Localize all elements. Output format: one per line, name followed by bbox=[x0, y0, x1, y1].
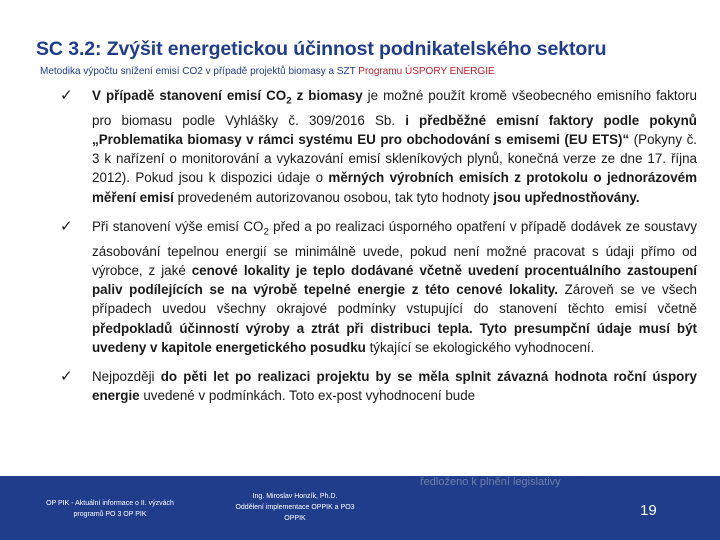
bullet-text-segment: předpokladů účinností výroby a ztrát při distribuci tepla. Tyto presumpční údaje musí být uvedeny v kapitole energetického posudku bbox=[92, 320, 697, 355]
bullet-text-segment: z biomasy bbox=[291, 88, 363, 103]
footer-author-name: Ing. Miroslav Honzík, Ph.D. bbox=[252, 493, 338, 500]
bullet-text-segment: Zároveň se ve všech případech uvedou všechny okrajové podmínky vstupující do stanovení těchto emisí včetně bbox=[92, 282, 697, 317]
bullet-text-segment: uvedené v podmínkách. Toto ex-post vyhodnocení bude bbox=[139, 388, 476, 404]
checkmark-icon: ✓ bbox=[60, 366, 73, 385]
footer-overflow-text: ředloženo k plnění legislativy bbox=[420, 476, 561, 488]
bullet-item bbox=[60, 86, 697, 207]
bullet-item bbox=[60, 367, 697, 407]
footer-author-info bbox=[215, 491, 375, 524]
slide-subtitle bbox=[40, 66, 495, 77]
footer-program: OPPIK bbox=[284, 515, 306, 522]
bullet-text-segment: provedeném autorizovanou osobou, tak tyto hodnoty bbox=[173, 189, 494, 205]
bullet-text-segment: i předběžné emisní faktory podle pokynů „Problematika biomasy v rámci systému EU pro obchodování s emisemi (EU ETS)“ bbox=[92, 112, 697, 148]
checkmark-icon: ✓ bbox=[60, 86, 73, 104]
bullet-text-segment: V případě stanovení emisí CO bbox=[92, 88, 287, 103]
bullet-text-segment: (Pokyny č. 3 k nařízení o monitorování a vykazování emisí skleníkových plynů, konečná verze ze dne 17. října 2012). Pokud jsou k dispozici údaje o bbox=[92, 132, 697, 186]
slide-title: SC 3.2: Zvýšit energetickou účinnost podnikatelského sektoru bbox=[36, 38, 607, 60]
bullet-item bbox=[60, 217, 697, 357]
bullet-text-segment: jsou upřednostňovány. bbox=[493, 189, 640, 205]
footer-left-line2: programů PO 3 OP PIK bbox=[73, 511, 147, 518]
bullet-text bbox=[92, 369, 697, 403]
bullet-text-segment: týkající se ekologického vyhodnocení. bbox=[365, 339, 595, 355]
bullet-text-segment: Nejpozději bbox=[92, 368, 161, 384]
subtitle-accent: Programu ÚSPORY ENERGIE bbox=[358, 66, 495, 77]
bullet-text-segment: 2 bbox=[286, 95, 292, 107]
footer-left-line1: OP PIK - Aktuální informace o II. výzvách bbox=[46, 500, 174, 507]
page-number: 19 bbox=[640, 502, 657, 519]
footer-department: Oddělení implementace OPPIK a PO3 bbox=[235, 504, 355, 511]
bullet-text-segment: cenové lokality je teplo dodávané včetně uvedení procentuálního zastoupení paliv podílejících se na výrobě tepelné energie z této cenové lokality. bbox=[92, 262, 697, 298]
bullet-text bbox=[92, 88, 697, 205]
bullet-text-segment: 2 bbox=[263, 226, 269, 238]
footer-presentation-info bbox=[10, 498, 210, 520]
checkmark-icon: ✓ bbox=[60, 216, 73, 235]
bullet-text-segment: do pěti let po realizaci projektu by se měla splnit závazná hodnota roční úspory energie bbox=[92, 368, 697, 404]
footer-bar bbox=[0, 476, 720, 540]
bullet-text bbox=[92, 219, 697, 355]
subtitle-text: Metodika výpočtu snížení emisí CO2 v případě projektů biomasy a SZT bbox=[40, 66, 356, 77]
bullet-text-segment: měrných výrobních emisích z protokolu o jednorázovém měření emisí bbox=[92, 170, 697, 205]
bullet-text-segment: Při stanovení výše emisí CO bbox=[92, 218, 264, 234]
bullet-text-segment: před a po realizaci úsporného opatření v případě dodávek ze soustavy zásobování tepelnou energií se minimálně uvede, pokud není možné pracovat s údaji přímo od výrobce, z jaké bbox=[92, 218, 697, 278]
bullet-text-segment: je možné použít kromě všeobecného emisního faktoru pro biomasu podle Vyhlášky č. 309/2016 Sb. bbox=[92, 88, 697, 128]
bullet-list bbox=[60, 86, 697, 407]
